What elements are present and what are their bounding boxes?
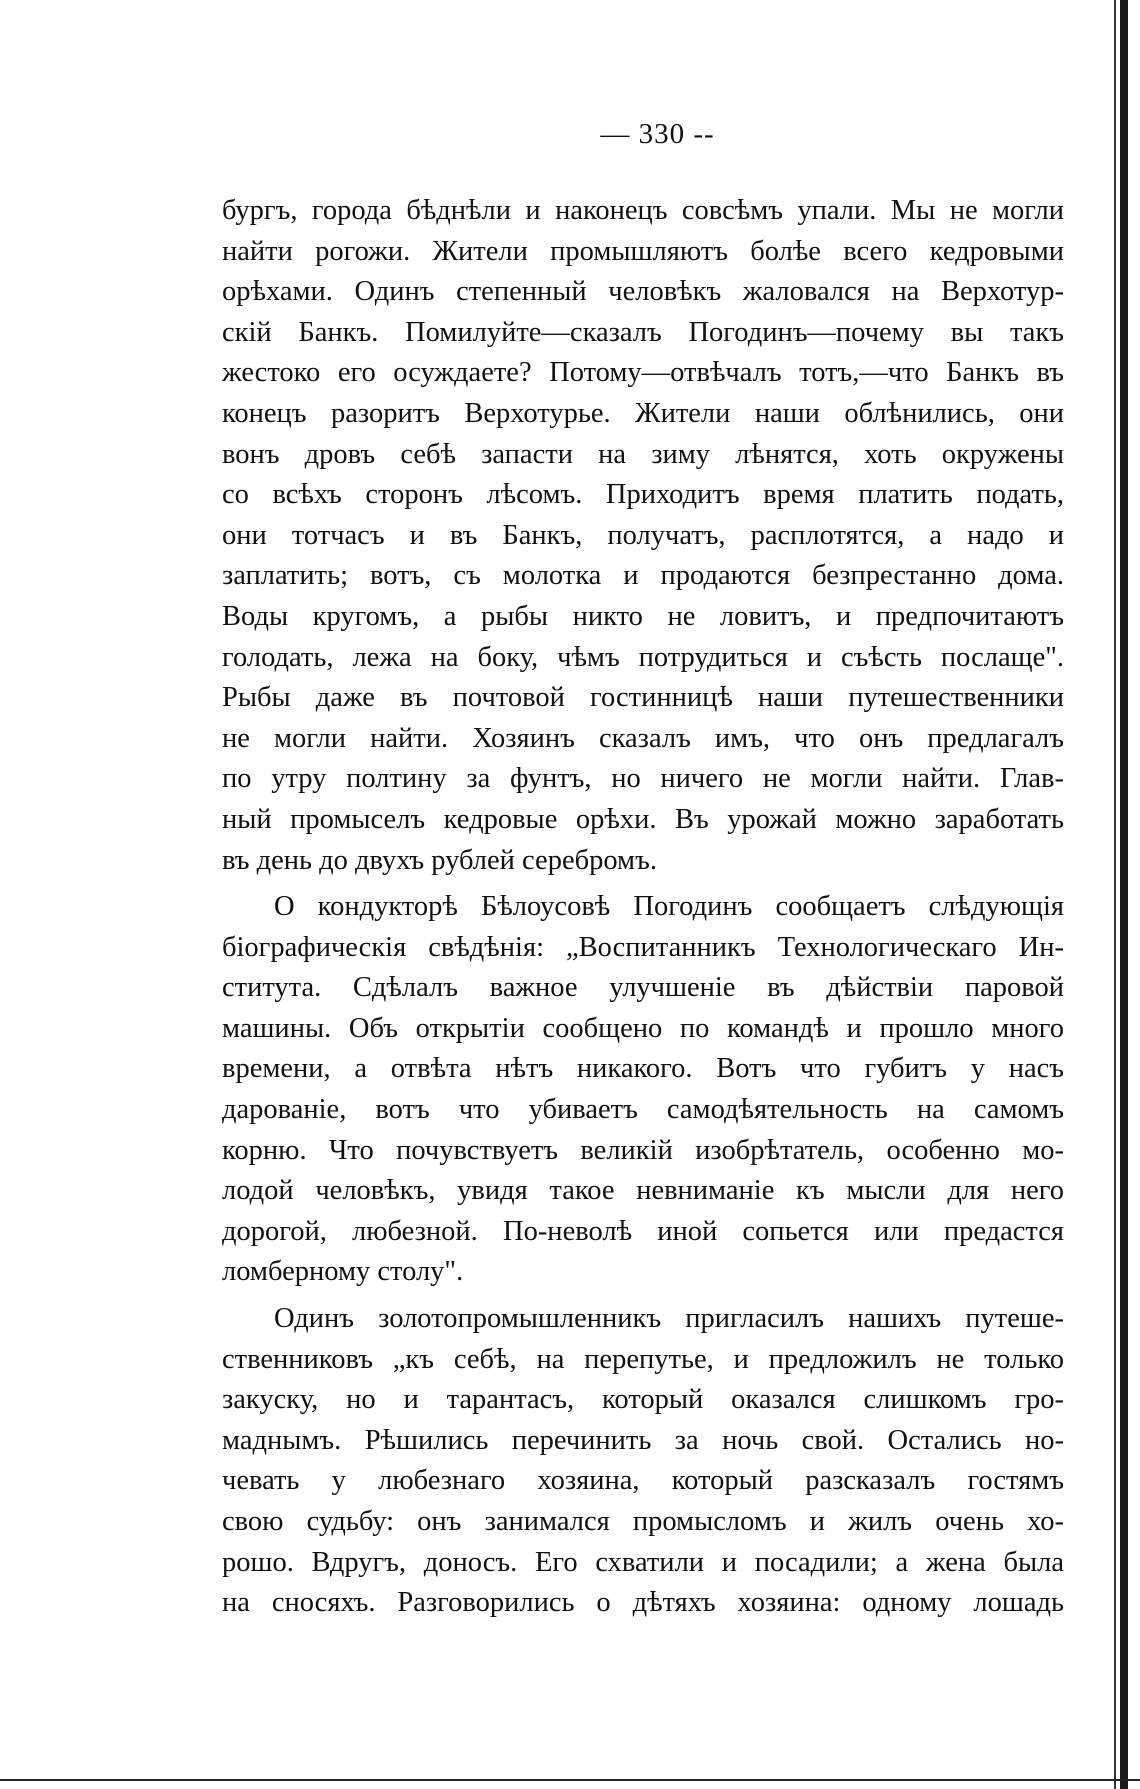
text-line: О кондукторѣ Бѣлоусовѣ Погодинъ сообщаетъ слѣдующія [274,891,1064,923]
text-line: машины. Объ открытіи сообщено по командѣ и прошло много [222,1012,1064,1044]
text-line: Рыбы даже въ почтовой гостинницѣ наши путешественники [222,682,1064,714]
text-line: бургъ, города бѣднѣли и наконецъ совсѣмъ упали. Мы не могли [222,195,1064,226]
text-line: дорогой, любезной. По-неволѣ иной сопьется или предастся [222,1215,1064,1247]
page-bottom-edge [0,1779,1140,1781]
text-line: ственниковъ „къ себѣ, на перепутье, и предложилъ не только [222,1343,1064,1375]
text-line: голодать, лежа на боку, чѣмъ потрудиться и съѣсть послаще". [222,641,1064,673]
text-line: найти рогожи. Жители промышляютъ болѣе всего кедровыми [222,235,1064,267]
paragraph [222,887,1064,1293]
body-text [222,191,1064,1624]
text-line: они тотчасъ и въ Банкъ, получатъ, расплотятся, а надо и [222,519,1064,551]
text-line: лодой человѣкъ, увидя такое невниманіе къ мысли для него [222,1175,1064,1207]
page-number: — 330 -- [600,118,715,150]
text-line: свою судьбу: онъ занимался промысломъ и жилъ очень хо- [222,1506,1064,1537]
text-line: Одинъ золотопромышленникъ пригласилъ нашихъ путеше- [274,1303,1064,1335]
text-line: по утру полтину за фунтъ, но ничего не могли найти. Глав- [222,763,1064,795]
text-line: не могли найти. Хозяинъ сказалъ имъ, что онъ предлагалъ [222,722,1064,754]
text-line: чевать у любезнаго хозяина, который разсказалъ гостямъ [222,1465,1064,1497]
text-line: закуску, но и тарантасъ, который оказался слишкомъ гро- [222,1384,1064,1416]
text-line: ный промыселъ кедровые орѣхи. Въ урожай можно заработать [222,803,1064,835]
text-line: въ день до двухъ рублей серебромъ. [222,844,657,876]
text-line: орѣхами. Одинъ степенный человѣкъ жаловался на Верхотур- [222,276,1064,308]
page-edge-line [1114,0,1116,1789]
text-line: заплатить; вотъ, съ молотка и продаются безпрестанно дома. [222,560,1064,592]
paragraph [222,1299,1064,1624]
text-line: на сносяхъ. Разговорились о дѣтяхъ хозяина: одному лошадь [222,1587,1064,1619]
text-line: конецъ разоритъ Верхотурье. Жители наши облѣнились, они [222,397,1064,429]
text-line: со всѣхъ сторонъ лѣсомъ. Приходитъ время платить подать, [222,479,1064,511]
text-line: рошо. Вдругъ, доносъ. Его схватили и посадили; а жена была [222,1546,1064,1578]
text-line: скій Банкъ. Помилуйте—сказалъ Погодинъ—почему вы такъ [222,316,1064,348]
text-line: Воды кругомъ, а рыбы никто не ловитъ, и предпочитаютъ [222,600,1064,632]
text-line: біографическія свѣдѣнія: „Воспитанникъ Технологическаго Ин- [222,931,1064,963]
paragraph [222,191,1064,881]
page-binding-edge [1120,0,1128,1789]
text-line: дарованіе, вотъ что убиваетъ самодѣятельность на самомъ [222,1094,1064,1126]
text-line: ститута. Сдѣлалъ важное улучшеніе въ дѣйствіи паровой [222,972,1064,1004]
text-line: вонъ дровъ себѣ запасти на зиму лѣнятся, хоть окружены [222,438,1064,470]
text-line: времени, а отвѣта нѣтъ никакого. Вотъ что губитъ у насъ [222,1053,1064,1085]
text-line: ломберному столу". [222,1256,464,1288]
text-line: корню. Что почувствуетъ великій изобрѣтатель, особенно мо- [222,1134,1064,1166]
text-line: маднымъ. Рѣшились перечинить за ночь свой. Остались но- [222,1424,1064,1456]
text-line: жестоко его осуждаете? Потому—отвѣчалъ тотъ,—что Банкъ въ [222,357,1064,389]
